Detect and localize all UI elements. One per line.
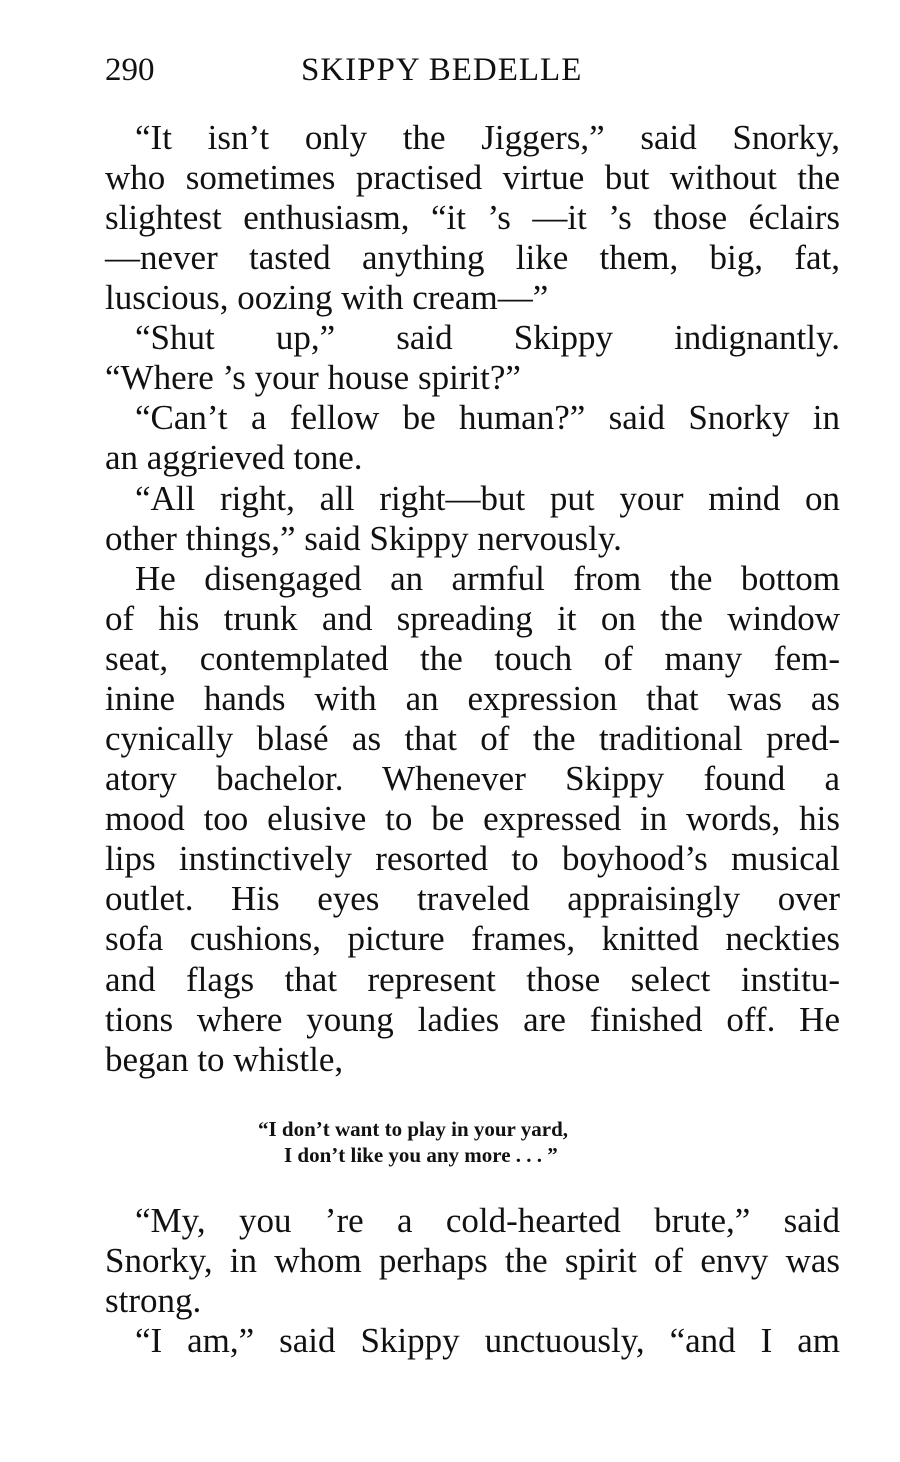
- text-line: strong.: [105, 1281, 202, 1320]
- text-line: lips instinctively resorted to boyhood’s musical: [105, 839, 840, 878]
- text-line: cynically blasé as that of the traditional pred-: [105, 719, 840, 758]
- text-line: sofa cushions, picture frames, knitted neckties: [105, 919, 840, 958]
- page-number: 290: [105, 52, 155, 88]
- text-line: atory bachelor. Whenever Skippy found a: [105, 759, 840, 798]
- running-title: SKIPPY BEDELLE: [301, 52, 583, 88]
- text-line: Snorky, in whom perhaps the spirit of envy was: [105, 1241, 840, 1280]
- text-line: who sometimes practised virtue but without the: [105, 158, 840, 197]
- verse-line: I don’t like you any more . . . ”: [284, 1143, 558, 1167]
- text-line: mood too elusive to be expressed in words, his: [105, 799, 840, 838]
- text-line: began to whistle,: [105, 1040, 344, 1079]
- text-line: He disengaged an armful from the bottom: [135, 559, 840, 598]
- text-line: “It isn’t only the Jiggers,” said Snorky,: [135, 118, 840, 157]
- verse-line: “I don’t want to play in your yard,: [258, 1117, 568, 1141]
- text-line: luscious, oozing with cream—”: [105, 278, 549, 317]
- text-line: “I am,” said Skippy unctuously, “and I am: [135, 1321, 840, 1360]
- text-line: tions where young ladies are finished off. He: [105, 1000, 840, 1039]
- text-line: “My, you ’re a cold-hearted brute,” said: [135, 1201, 840, 1240]
- text-line: of his trunk and spreading it on the window: [105, 599, 840, 638]
- text-line: outlet. His eyes traveled appraisingly over: [105, 879, 840, 918]
- text-line: inine hands with an expression that was as: [105, 679, 840, 718]
- page-header: [105, 52, 840, 96]
- text-line: —never tasted anything like them, big, fat,: [105, 238, 840, 277]
- text-line: “Where ’s your house spirit?”: [105, 358, 521, 397]
- text-line: “Shut up,” said Skippy indignantly.: [135, 318, 840, 357]
- text-line: and flags that represent those select institu-: [105, 960, 840, 999]
- text-line: slightest enthusiasm, “it ’s —it ’s those éclairs: [105, 198, 840, 237]
- text-line: an aggrieved tone.: [105, 438, 363, 477]
- text-line: other things,” said Skippy nervously.: [105, 519, 622, 558]
- text-line: seat, contemplated the touch of many fem-: [105, 639, 840, 678]
- text-line: “All right, all right—but put your mind on: [135, 479, 840, 518]
- text-line: “Can’t a fellow be human?” said Snorky in: [135, 398, 840, 437]
